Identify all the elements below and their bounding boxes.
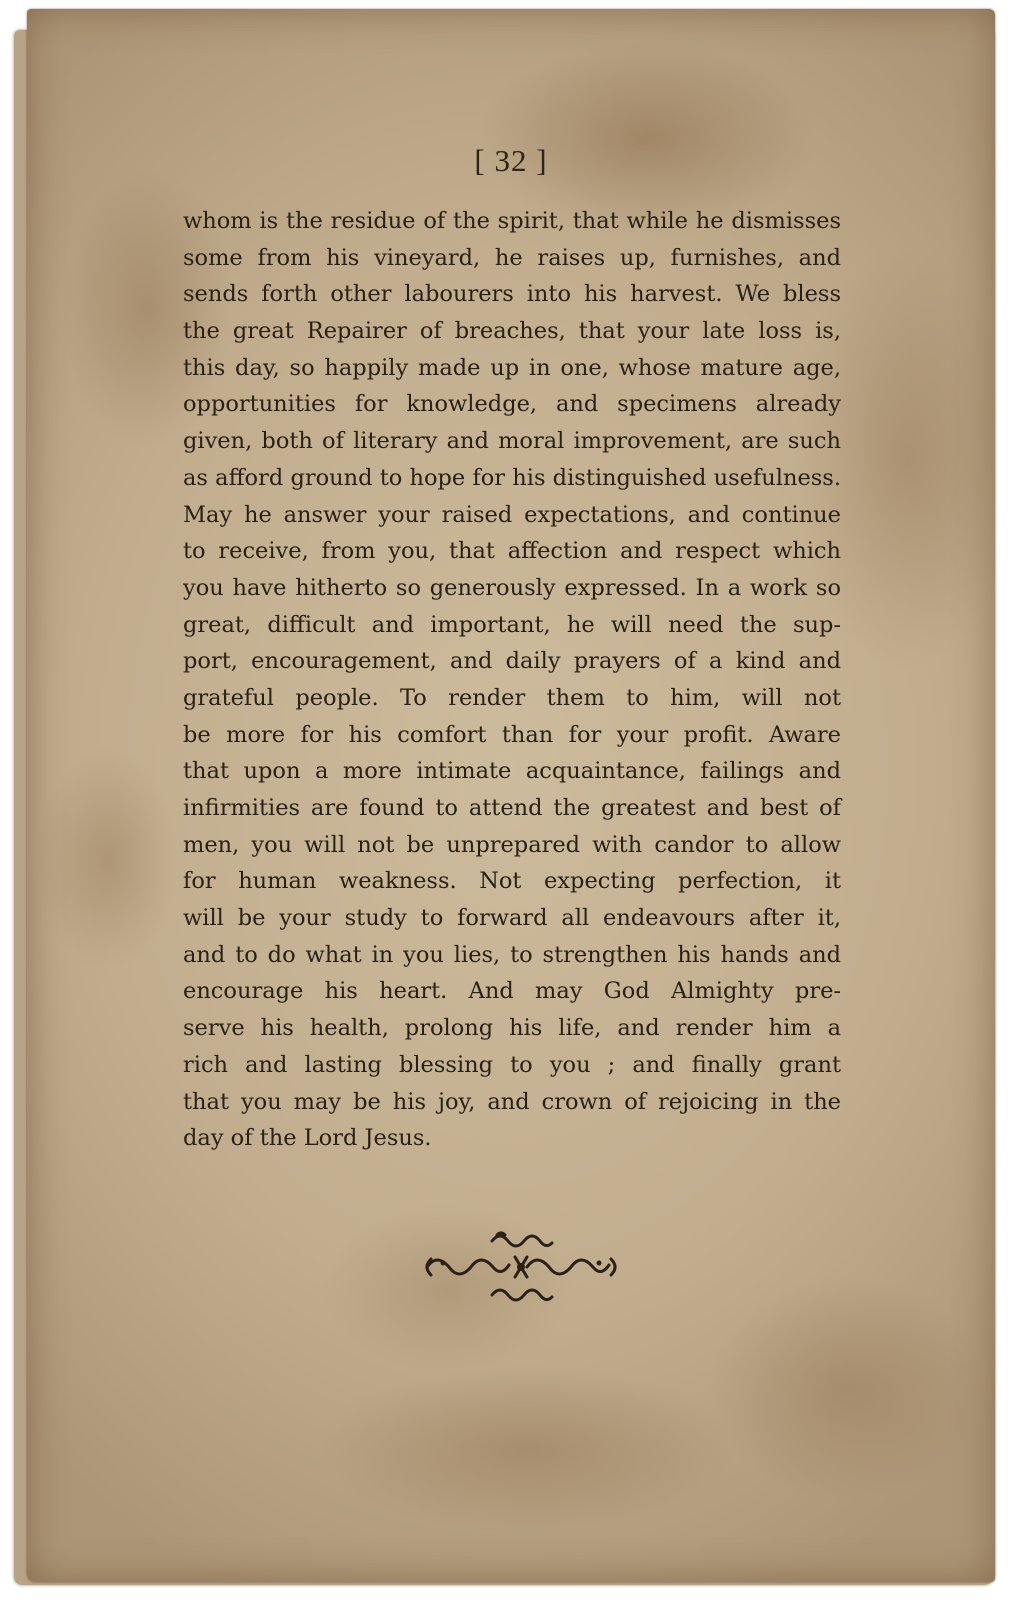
text-line: will be your study to forward all endeavours after it, [183,905,841,932]
book-page [27,9,995,1582]
printers-ornament-icon [397,1219,647,1314]
text-line: this day, so happily made up in one, whose mature age, [183,354,841,381]
text-line: opportunities for knowledge, and specimens already [183,391,841,418]
text-line: port, encouragement, and daily prayers of a kind and [183,648,841,675]
text-line: grateful people. To render them to him, will not [183,684,841,711]
text-line: rich and lasting blessing to you ; and finally grant [183,1051,841,1078]
text-line: that upon a more intimate acquaintance, failings and [183,758,841,785]
text-line: men, you will not be unprepared with candor to allow [183,831,841,858]
text-line: you have hitherto so generously expressed. In a work so [183,574,841,601]
text-line: some from his vineyard, he raises up, furnishes, and [183,244,841,271]
text-line: and to do what in you lies, to strengthen his hands and [183,941,841,968]
text-line: infirmities are found to attend the greatest and best of [183,795,841,821]
text-line: the great Repairer of breaches, that your late loss is, [183,318,841,345]
body-text [183,203,841,1157]
text-line: as afford ground to hope for his distinguished usefulness. [183,464,841,491]
text-line: for human weakness. Not expecting perfection, it [183,868,841,895]
text-line: May he answer your raised expectations, and continue [183,501,841,528]
text-line: given, both of literary and moral improvement, are such [183,428,841,455]
text-line: sends forth other labourers into his harvest. We bless [183,281,841,308]
text-line: to receive, from you, that affection and respect which [183,538,841,565]
text-line: encourage his heart. And may God Almighty pre- [183,978,841,1005]
text-line: great, difficult and important, he will need the sup- [183,611,841,638]
text-line-final: day of the Lord Jesus. [183,1125,432,1152]
text-line: serve his health, prolong his life, and render him a [183,1015,841,1042]
text-line: be more for his comfort than for your profit. Aware [183,721,841,748]
text-line: whom is the residue of the spirit, that while he dismisses [183,208,841,234]
page-number: [ 32 ] [474,143,548,178]
text-line: that you may be his joy, and crown of rejoicing in the [183,1088,841,1115]
